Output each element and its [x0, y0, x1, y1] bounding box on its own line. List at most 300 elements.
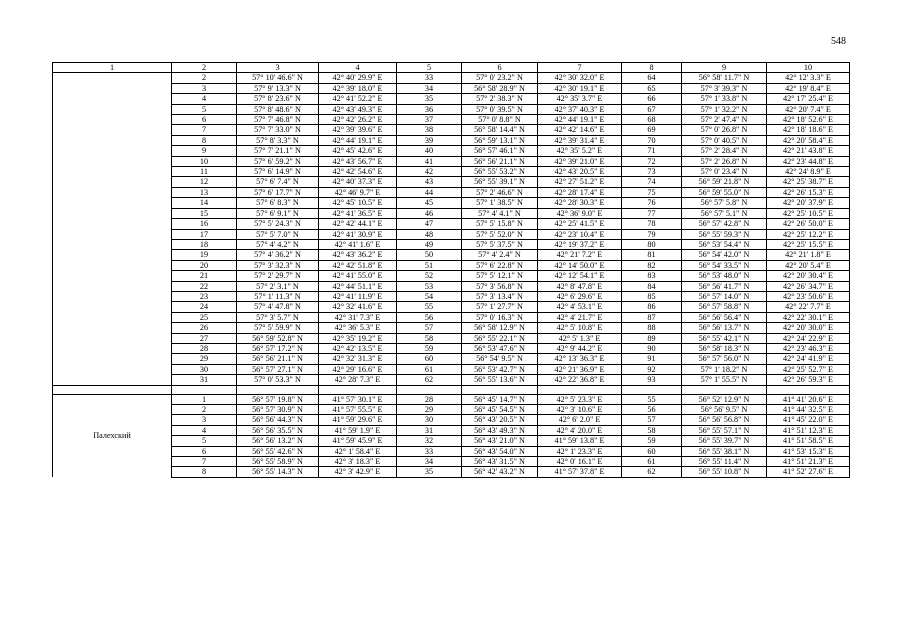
- table-cell: 42° 25' 41.5" E: [538, 219, 622, 229]
- table-cell: 56° 56' 9.5" N: [682, 405, 767, 415]
- table-cell: 42° 26' 59.3" E: [767, 375, 850, 385]
- table-cell: 56° 55' 57.1" N: [682, 425, 767, 435]
- table-cell: 57° 4' 47.8" N: [237, 302, 319, 312]
- table-cell: 93: [622, 375, 682, 385]
- table-cell: 19: [172, 250, 237, 260]
- table-row: [53, 343, 850, 353]
- table-cell: 46: [397, 208, 462, 218]
- table-cell: 56° 59' 21.8" N: [682, 177, 767, 187]
- table-row: [53, 271, 850, 281]
- table-cell: 91: [622, 354, 682, 364]
- table-cell: 68: [622, 115, 682, 125]
- table-cell: 56° 56' 21.1" N: [237, 354, 319, 364]
- table-cell: 42° 18' 18.6" E: [767, 125, 850, 135]
- table-cell: 56° 58' 28.9" N: [462, 83, 538, 93]
- table-cell: 56° 45' 14.7" N: [462, 394, 538, 404]
- table-cell: 42° 23' 10.4" E: [538, 229, 622, 239]
- table-cell: 41° 57' 55.5" E: [319, 405, 397, 415]
- table-cell: 57° 2' 28.4" N: [682, 146, 767, 156]
- table-cell: 59: [622, 436, 682, 446]
- table-cell: 59: [397, 343, 462, 353]
- empty-cell: [237, 385, 319, 394]
- table-cell: 57° 0' 53.3" N: [237, 375, 319, 385]
- table-cell: 42° 20' 5.4" E: [767, 260, 850, 270]
- table-cell: 42° 30' 19.1" E: [538, 83, 622, 93]
- table-cell: 42° 26' 34.7" E: [767, 281, 850, 291]
- table-cell: 43: [397, 177, 462, 187]
- table-cell: 83: [622, 271, 682, 281]
- table-cell: 42° 20' 30.4" E: [767, 271, 850, 281]
- table-cell: 56° 56' 56.4" N: [682, 312, 767, 322]
- district-name-cell: [53, 73, 172, 385]
- table-cell: 41° 52' 27.6" E: [767, 467, 850, 477]
- table-cell: 57° 5' 52.0" N: [462, 229, 538, 239]
- table-cell: 3: [172, 83, 237, 93]
- table-cell: 17: [172, 229, 237, 239]
- table-cell: 42° 39' 31.4" E: [538, 135, 622, 145]
- table-cell: 57° 6' 17.7" N: [237, 187, 319, 197]
- table-cell: 57: [622, 415, 682, 425]
- table-cell: 42° 26' 50.0" E: [767, 219, 850, 229]
- table-cell: 72: [622, 156, 682, 166]
- table-cell: 57° 2' 46.6" N: [462, 187, 538, 197]
- table-cell: 61: [397, 364, 462, 374]
- table-cell: 56° 56' 44.3" N: [237, 415, 319, 425]
- table-row: [53, 291, 850, 301]
- table-cell: 56° 56' 13.2" N: [237, 436, 319, 446]
- table-cell: 42° 1' 58.4" E: [319, 446, 397, 456]
- table-row: [53, 467, 850, 477]
- table-cell: 56° 57' 58.8" N: [682, 302, 767, 312]
- table-cell: 57° 0' 40.5" N: [682, 135, 767, 145]
- table-cell: 42° 4' 53.1" E: [538, 302, 622, 312]
- table-cell: 42° 25' 15.5" E: [767, 239, 850, 249]
- table-cell: 35: [397, 94, 462, 104]
- table-cell: 42° 20' 7.4" E: [767, 104, 850, 114]
- table-row: [53, 208, 850, 218]
- table-row: [53, 135, 850, 145]
- table-cell: 57° 0' 26.8" N: [682, 125, 767, 135]
- table-cell: 42° 21' 43.8" E: [767, 146, 850, 156]
- table-cell: 42° 0' 16.1" E: [538, 457, 622, 467]
- table-cell: 42° 41' 55.0" E: [319, 271, 397, 281]
- table-cell: 18: [172, 239, 237, 249]
- table-cell: 57° 6' 22.8" N: [462, 260, 538, 270]
- table-cell: 2: [172, 73, 237, 83]
- table-cell: 24: [172, 302, 237, 312]
- table-cell: 30: [172, 364, 237, 374]
- table-cell: 42° 26' 15.3" E: [767, 187, 850, 197]
- table-cell: 10: [172, 156, 237, 166]
- table-cell: 56° 43' 20.5" N: [462, 415, 538, 425]
- table-row: [53, 83, 850, 93]
- table-cell: 42° 25' 10.5" E: [767, 208, 850, 218]
- table-cell: 42° 42' 26.2" E: [319, 115, 397, 125]
- table-row: [53, 302, 850, 312]
- column-header: 1: [53, 63, 172, 73]
- table-cell: 57° 7' 21.1" N: [237, 146, 319, 156]
- table-cell: 54: [397, 291, 462, 301]
- empty-cell: [538, 385, 622, 394]
- table-cell: 42° 32' 31.3" E: [319, 354, 397, 364]
- table-cell: 60: [397, 354, 462, 364]
- table-cell: 56° 59' 52.8" N: [237, 333, 319, 343]
- table-row: [53, 239, 850, 249]
- table-row: [53, 446, 850, 456]
- table-row: [53, 219, 850, 229]
- table-cell: 33: [397, 73, 462, 83]
- table-cell: 56° 57' 5.1" N: [682, 208, 767, 218]
- table-cell: 71: [622, 146, 682, 156]
- table-cell: 57° 8' 48.6" N: [237, 104, 319, 114]
- table-cell: 42° 43' 49.3" E: [319, 104, 397, 114]
- table-cell: 13: [172, 187, 237, 197]
- table-cell: 56° 43' 49.3" N: [462, 425, 538, 435]
- table-cell: 57° 4' 2.4" N: [462, 250, 538, 260]
- table-cell: 41° 59' 13.8" E: [538, 436, 622, 446]
- table-cell: 57° 3' 56.8" N: [462, 281, 538, 291]
- table-cell: 42° 43' 20.5" E: [538, 167, 622, 177]
- table-cell: 47: [397, 219, 462, 229]
- table-cell: 42° 40' 37.3" E: [319, 177, 397, 187]
- table-cell: 56° 56' 41.7" N: [682, 281, 767, 291]
- empty-cell: [462, 385, 538, 394]
- table-cell: 42° 25' 38.7" E: [767, 177, 850, 187]
- table-cell: 41° 59' 1.9" E: [319, 425, 397, 435]
- table-cell: 57° 2' 38.3" N: [462, 94, 538, 104]
- table-cell: 56° 58' 12.9" N: [462, 323, 538, 333]
- table-cell: 84: [622, 281, 682, 291]
- empty-cell: [172, 385, 237, 394]
- table-cell: 41° 45' 22.0" E: [767, 415, 850, 425]
- table-cell: 57° 6' 8.3" N: [237, 198, 319, 208]
- table-cell: 42° 19' 8.4" E: [767, 83, 850, 93]
- table-cell: 25: [172, 312, 237, 322]
- table-cell: 57° 1' 55.5" N: [682, 375, 767, 385]
- table-cell: 42° 41' 11.9" E: [319, 291, 397, 301]
- table-cell: 8: [172, 135, 237, 145]
- table-cell: 23: [172, 291, 237, 301]
- table-cell: 42° 14' 50.0" E: [538, 260, 622, 270]
- table-cell: 56° 43' 54.0" N: [462, 446, 538, 456]
- table-cell: 90: [622, 343, 682, 353]
- table-cell: 56° 55' 39.1" N: [462, 177, 538, 187]
- table-cell: 42° 25' 52.7" E: [767, 364, 850, 374]
- table-cell: 57° 5' 37.5" N: [462, 239, 538, 249]
- empty-cell: [397, 385, 462, 394]
- table-cell: 56° 59' 55.0" N: [682, 187, 767, 197]
- table-cell: 89: [622, 333, 682, 343]
- table-cell: 56° 52' 12.9" N: [682, 394, 767, 404]
- table-cell: 37: [397, 115, 462, 125]
- table-cell: 2: [172, 405, 237, 415]
- table-cell: 42° 21' 36.9" E: [538, 364, 622, 374]
- table-cell: 42° 12' 54.1" E: [538, 271, 622, 281]
- table-cell: 57° 6' 9.1" N: [237, 208, 319, 218]
- table-cell: 57° 1' 38.5" N: [462, 198, 538, 208]
- table-cell: 41° 59' 45.9" E: [319, 436, 397, 446]
- table-cell: 28: [172, 343, 237, 353]
- table-row: [53, 146, 850, 156]
- table-cell: 42° 6' 2.0" E: [538, 415, 622, 425]
- table-cell: 34: [397, 83, 462, 93]
- empty-cell: [622, 385, 682, 394]
- table-cell: 53: [397, 281, 462, 291]
- table-cell: 61: [622, 457, 682, 467]
- table-cell: 51: [397, 260, 462, 270]
- table-row: [53, 94, 850, 104]
- table-cell: 11: [172, 167, 237, 177]
- table-cell: 56° 58' 11.7" N: [682, 73, 767, 83]
- table-cell: 42° 42' 54.6" E: [319, 167, 397, 177]
- table-cell: 57° 1' 32.2" N: [682, 104, 767, 114]
- table-cell: 49: [397, 239, 462, 249]
- table-cell: 41° 53' 15.3" E: [767, 446, 850, 456]
- table-cell: 42° 8' 47.8" E: [538, 281, 622, 291]
- table-row: [53, 198, 850, 208]
- table-cell: 45: [397, 198, 462, 208]
- table-cell: 57° 3' 13.4" N: [462, 291, 538, 301]
- table-cell: 92: [622, 364, 682, 374]
- table-cell: 42° 39' 18.0" E: [319, 83, 397, 93]
- table-cell: 56° 55' 11.4" N: [682, 457, 767, 467]
- table-cell: 42° 42' 51.8" E: [319, 260, 397, 270]
- table-cell: 56° 57' 14.0" N: [682, 291, 767, 301]
- table-cell: 65: [622, 83, 682, 93]
- table-row: [53, 250, 850, 260]
- table-row: [53, 167, 850, 177]
- table-cell: 42° 46' 9.7" E: [319, 187, 397, 197]
- table-cell: 73: [622, 167, 682, 177]
- table-row: [53, 354, 850, 364]
- column-header: 4: [319, 63, 397, 73]
- table-cell: 42° 6' 29.6" E: [538, 291, 622, 301]
- table-cell: 56: [397, 312, 462, 322]
- section-separator-row: [53, 385, 850, 394]
- table-cell: 56° 57' 17.2" N: [237, 343, 319, 353]
- table-cell: 42° 35' 19.2" E: [319, 333, 397, 343]
- table-cell: 58: [397, 333, 462, 343]
- column-header: 9: [682, 63, 767, 73]
- table-cell: 56° 55' 10.8" N: [682, 467, 767, 477]
- table-row: [53, 375, 850, 385]
- table-cell: 44: [397, 187, 462, 197]
- table-cell: 16: [172, 219, 237, 229]
- table-cell: 31: [397, 425, 462, 435]
- table-cell: 12: [172, 177, 237, 187]
- table-cell: 42° 17' 25.4" E: [767, 94, 850, 104]
- table-cell: 56° 55' 42.6" N: [237, 446, 319, 456]
- table-cell: 58: [622, 425, 682, 435]
- table-cell: 42° 24' 41.9" E: [767, 354, 850, 364]
- table-cell: 56° 57' 56.0" N: [682, 354, 767, 364]
- table-cell: 57° 9' 13.3" N: [237, 83, 319, 93]
- table-cell: 42° 20' 37.9" E: [767, 198, 850, 208]
- table-row: [53, 415, 850, 425]
- table-cell: 42° 35' 3.7" E: [538, 94, 622, 104]
- table-cell: 76: [622, 198, 682, 208]
- table-cell: 57° 5' 15.8" N: [462, 219, 538, 229]
- column-header: 3: [237, 63, 319, 73]
- table-cell: 42° 23' 46.3" E: [767, 343, 850, 353]
- table-cell: 57° 2' 26.8" N: [682, 156, 767, 166]
- table-cell: 56° 53' 42.7" N: [462, 364, 538, 374]
- table-cell: 4: [172, 425, 237, 435]
- table-cell: 41° 59' 29.6" E: [319, 415, 397, 425]
- table-cell: 41° 57' 37.8" E: [538, 467, 622, 477]
- table-cell: 56° 54' 33.5" N: [682, 260, 767, 270]
- table-cell: 42° 42' 13.5" E: [319, 343, 397, 353]
- table-cell: 42° 20' 30.0" E: [767, 323, 850, 333]
- table-cell: 36: [397, 104, 462, 114]
- table-cell: 21: [172, 271, 237, 281]
- table-cell: 42° 24' 22.9" E: [767, 333, 850, 343]
- empty-cell: [682, 385, 767, 394]
- table-cell: 56° 53' 54.4" N: [682, 239, 767, 249]
- table-cell: 42° 35' 5.2" E: [538, 146, 622, 156]
- header-row: [53, 63, 850, 73]
- table-cell: 57° 1' 18.2" N: [682, 364, 767, 374]
- table-cell: 57° 8' 23.6" N: [237, 94, 319, 104]
- table-row: [53, 187, 850, 197]
- table-cell: 42° 41' 52.2" E: [319, 94, 397, 104]
- table-cell: 74: [622, 177, 682, 187]
- table-cell: 56° 42' 43.2" N: [462, 467, 538, 477]
- table-cell: 56° 57' 42.8" N: [682, 219, 767, 229]
- table-cell: 42° 9' 44.2" E: [538, 343, 622, 353]
- table-row: [53, 104, 850, 114]
- table-cell: 67: [622, 104, 682, 114]
- table-cell: 56° 57' 30.9" N: [237, 405, 319, 415]
- table-cell: 42° 13' 36.3" E: [538, 354, 622, 364]
- table-cell: 64: [622, 73, 682, 83]
- table-cell: 42° 21' 7.2" E: [538, 250, 622, 260]
- table-row: [53, 425, 850, 435]
- table-cell: 29: [172, 354, 237, 364]
- table-cell: 32: [397, 436, 462, 446]
- table-cell: 42° 30' 32.0" E: [538, 73, 622, 83]
- table-cell: 57° 10' 46.6" N: [237, 73, 319, 83]
- table-cell: 42° 28' 7.3" E: [319, 375, 397, 385]
- table-cell: 42° 41' 36.5" E: [319, 208, 397, 218]
- table-cell: 42° 29' 16.6" E: [319, 364, 397, 374]
- table-cell: 57° 4' 36.2" N: [237, 250, 319, 260]
- table-row: [53, 73, 850, 83]
- table-cell: 42° 4' 20.0" E: [538, 425, 622, 435]
- table-cell: 70: [622, 135, 682, 145]
- table-cell: 56° 56' 13.7" N: [682, 323, 767, 333]
- table-cell: 35: [397, 467, 462, 477]
- table-cell: 42° 42' 14.6" E: [538, 125, 622, 135]
- table-row: [53, 281, 850, 291]
- table-cell: 26: [172, 323, 237, 333]
- table-cell: 56° 45' 54.5" N: [462, 405, 538, 415]
- table-cell: 57° 2' 47.4" N: [682, 115, 767, 125]
- table-cell: 42° 43' 56.7" E: [319, 156, 397, 166]
- table-cell: 56° 55' 58.9" N: [237, 457, 319, 467]
- table-cell: 57° 0' 23.4" N: [682, 167, 767, 177]
- table-cell: 42° 44' 51.1" E: [319, 281, 397, 291]
- table-cell: 56° 55' 59.3" N: [682, 229, 767, 239]
- table-cell: 56° 58' 14.4" N: [462, 125, 538, 135]
- table-cell: 57: [397, 323, 462, 333]
- table-cell: 56° 59' 13.1" N: [462, 135, 538, 145]
- table-cell: 28: [397, 394, 462, 404]
- table-cell: 14: [172, 198, 237, 208]
- table-row: [53, 177, 850, 187]
- table-cell: 42° 45' 10.5" E: [319, 198, 397, 208]
- table-cell: 3: [172, 415, 237, 425]
- table-cell: 50: [397, 250, 462, 260]
- table-cell: 42° 23' 44.8" E: [767, 156, 850, 166]
- table-cell: 56° 55' 39.7" N: [682, 436, 767, 446]
- table-cell: 66: [622, 94, 682, 104]
- table-cell: 88: [622, 323, 682, 333]
- table-cell: 56° 56' 35.5" N: [237, 425, 319, 435]
- table-cell: 41° 51' 12.3" E: [767, 425, 850, 435]
- table-cell: 15: [172, 208, 237, 218]
- table-cell: 42° 36' 5.3" E: [319, 323, 397, 333]
- table-cell: 69: [622, 125, 682, 135]
- table-cell: 42° 25' 12.2" E: [767, 229, 850, 239]
- table-cell: 5: [172, 104, 237, 114]
- table-cell: 42° 22' 30.1" E: [767, 312, 850, 322]
- table-cell: 56° 57' 5.8" N: [682, 198, 767, 208]
- district-name-cell: Палехский: [53, 394, 172, 477]
- page-number: 548: [831, 36, 846, 47]
- table-cell: 42° 4' 21.7" E: [538, 312, 622, 322]
- table-cell: 56° 55' 22.1" N: [462, 333, 538, 343]
- table-row: [53, 156, 850, 166]
- table-cell: 56° 56' 21.1" N: [462, 156, 538, 166]
- table-cell: 56° 43' 31.5" N: [462, 457, 538, 467]
- table-cell: 57° 8' 3.3" N: [237, 135, 319, 145]
- table-cell: 57° 1' 11.3" N: [237, 291, 319, 301]
- table-cell: 56° 57' 46.1" N: [462, 146, 538, 156]
- table-cell: 55: [397, 302, 462, 312]
- empty-cell: [319, 385, 397, 394]
- table-cell: 42° 24' 8.9" E: [767, 167, 850, 177]
- table-cell: 42° 39' 21.0" E: [538, 156, 622, 166]
- table-cell: 41° 51' 58.5" E: [767, 436, 850, 446]
- table-cell: 42° 3' 42.9" E: [319, 467, 397, 477]
- table-cell: 42° 31' 7.3" E: [319, 312, 397, 322]
- table-cell: 42° 43' 36.2" E: [319, 250, 397, 260]
- empty-cell: [767, 385, 850, 394]
- column-header: 2: [172, 63, 237, 73]
- table-row: [53, 312, 850, 322]
- table-cell: 29: [397, 405, 462, 415]
- table-cell: 62: [622, 467, 682, 477]
- table-cell: 48: [397, 229, 462, 239]
- table-cell: 56° 56' 56.8" N: [682, 415, 767, 425]
- table-cell: 57° 6' 14.9" N: [237, 167, 319, 177]
- table-row: [53, 436, 850, 446]
- table-cell: 42° 28' 30.3" E: [538, 198, 622, 208]
- table-row: [53, 260, 850, 270]
- table-row: [53, 125, 850, 135]
- table-cell: 56° 58' 18.3" N: [682, 343, 767, 353]
- table-cell: 42° 28' 17.4" E: [538, 187, 622, 197]
- table-cell: 9: [172, 146, 237, 156]
- table-cell: 57° 5' 24.3" N: [237, 219, 319, 229]
- table-cell: 42° 1' 23.3" E: [538, 446, 622, 456]
- table-cell: 60: [622, 446, 682, 456]
- table-cell: 77: [622, 208, 682, 218]
- table-row: [53, 115, 850, 125]
- table-cell: 57° 5' 59.9" N: [237, 323, 319, 333]
- table-cell: 56: [622, 405, 682, 415]
